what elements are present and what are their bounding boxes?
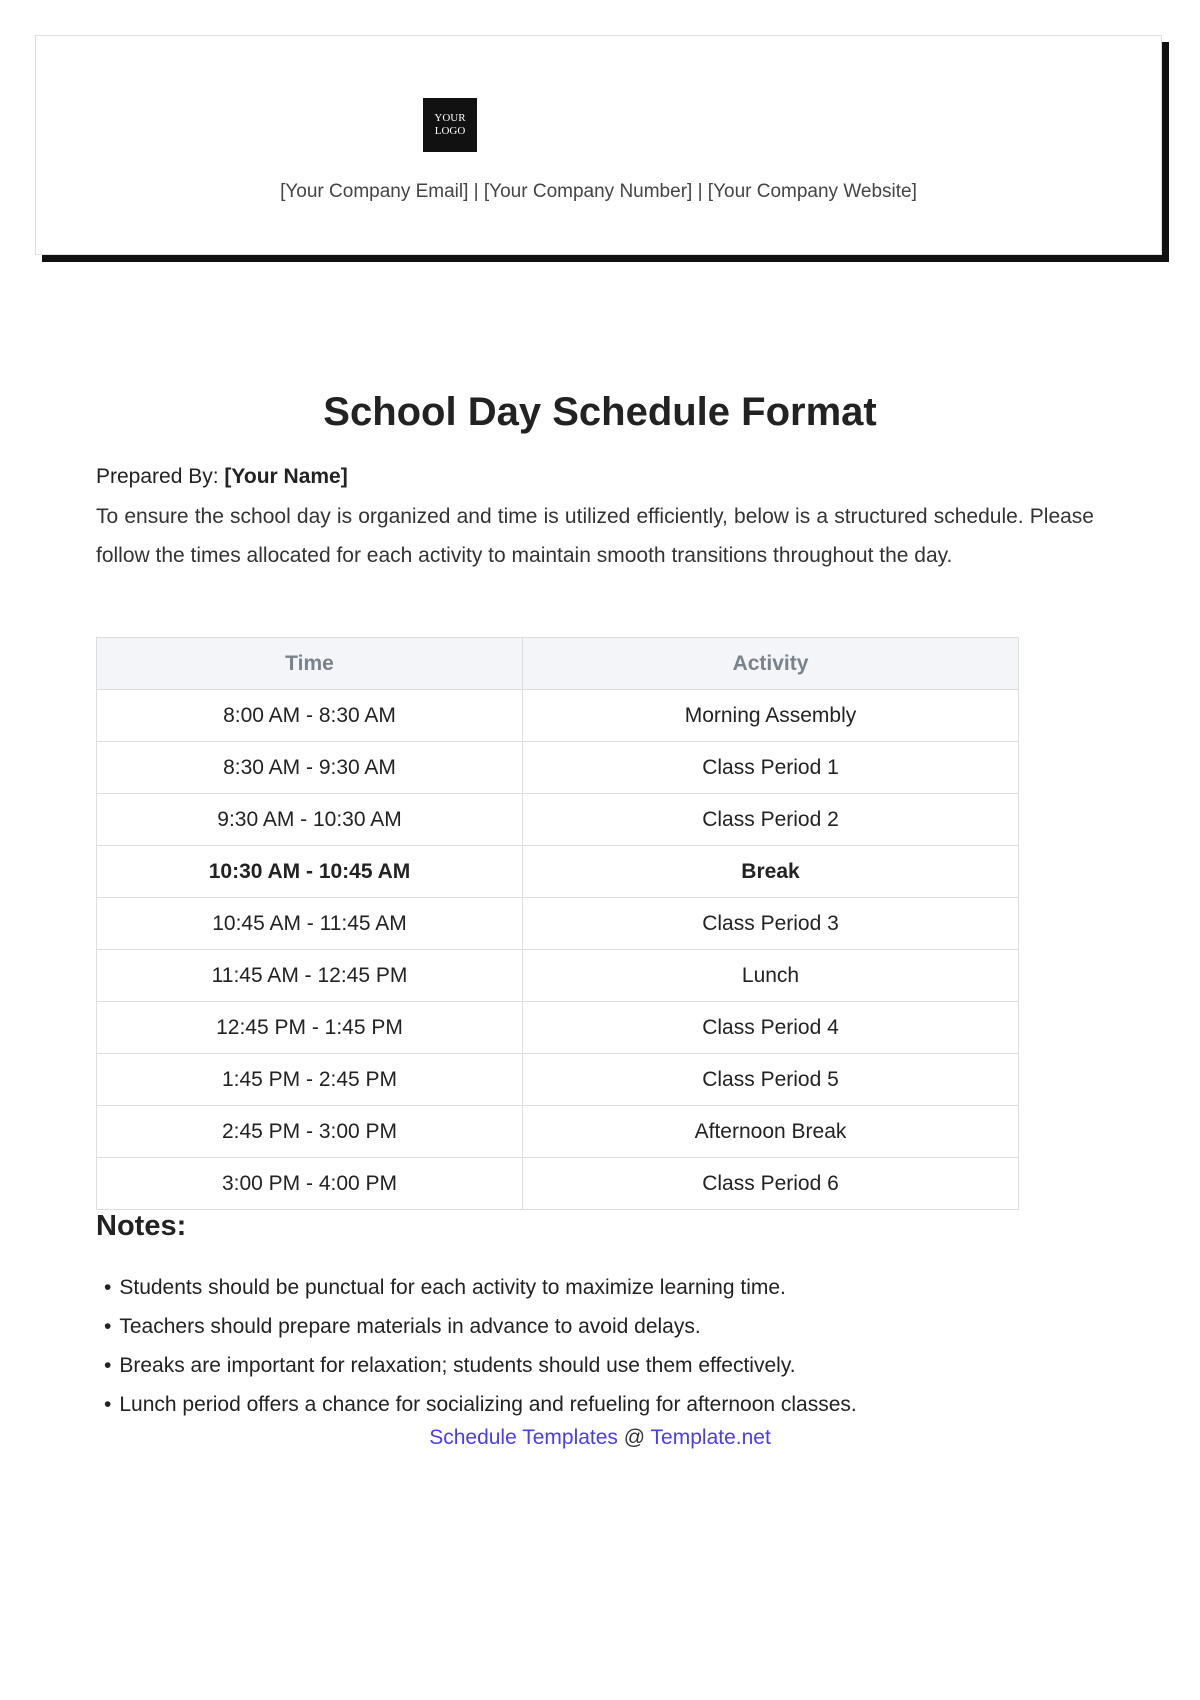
cell-activity: Break bbox=[523, 846, 1019, 898]
footer-separator: @ bbox=[617, 1426, 651, 1449]
table-row bbox=[97, 1002, 1019, 1054]
cell-activity: Class Period 1 bbox=[523, 742, 1019, 794]
logo-line: YOUR bbox=[434, 112, 466, 124]
header-time: Time bbox=[97, 638, 523, 690]
logo-line: LOGO bbox=[434, 125, 466, 137]
schedule-templates-link[interactable]: Schedule Templates bbox=[429, 1426, 618, 1449]
cell-time: 9:30 AM - 10:30 AM bbox=[97, 794, 523, 846]
notes-list bbox=[104, 1268, 857, 1424]
cell-activity: Afternoon Break bbox=[523, 1106, 1019, 1158]
cell-time: 10:30 AM - 10:45 AM bbox=[97, 846, 523, 898]
page-title: School Day Schedule Format bbox=[323, 390, 877, 434]
header-activity: Activity bbox=[523, 638, 1019, 690]
cell-time: 1:45 PM - 2:45 PM bbox=[97, 1054, 523, 1106]
table-row bbox=[97, 898, 1019, 950]
logo bbox=[423, 98, 477, 152]
cell-activity: Class Period 2 bbox=[523, 794, 1019, 846]
prepared-by bbox=[96, 465, 348, 489]
cell-time: 10:45 AM - 11:45 AM bbox=[97, 898, 523, 950]
cell-activity: Lunch bbox=[523, 950, 1019, 1002]
table-row bbox=[97, 742, 1019, 794]
note-item: • Lunch period offers a chance for socializing and refueling for afternoon classes. bbox=[104, 1385, 857, 1424]
letterhead bbox=[35, 35, 1162, 255]
cell-time: 2:45 PM - 3:00 PM bbox=[97, 1106, 523, 1158]
table-row bbox=[97, 690, 1019, 742]
table-row bbox=[97, 1158, 1019, 1210]
note-item: • Breaks are important for relaxation; students should use them effectively. bbox=[104, 1346, 857, 1385]
intro-paragraph: To ensure the school day is organized and time is utilized efficiently, below is a structured schedule. Please follow the times allocated for each activity to maintain smooth transitions throughout the day. bbox=[96, 505, 1094, 567]
notes-heading: Notes: bbox=[96, 1210, 187, 1242]
note-item: • Teachers should prepare materials in advance to avoid delays. bbox=[104, 1307, 857, 1346]
company-contact: [Your Company Email] | [Your Company Number] | [Your Company Website] bbox=[280, 181, 917, 202]
cell-time: 8:30 AM - 9:30 AM bbox=[97, 742, 523, 794]
template-net-link[interactable]: Template.net bbox=[650, 1426, 771, 1449]
table-row bbox=[97, 794, 1019, 846]
cell-time: 8:00 AM - 8:30 AM bbox=[97, 690, 523, 742]
prepared-label: Prepared By: bbox=[96, 465, 219, 488]
schedule-table bbox=[96, 637, 1019, 1210]
note-item: • Students should be punctual for each activity to maximize learning time. bbox=[104, 1268, 857, 1307]
table-row bbox=[97, 950, 1019, 1002]
table-row bbox=[97, 1054, 1019, 1106]
table-row bbox=[97, 1106, 1019, 1158]
cell-time: 11:45 AM - 12:45 PM bbox=[97, 950, 523, 1002]
prepared-value: [Your Name] bbox=[224, 465, 348, 488]
table-header bbox=[97, 638, 1019, 690]
cell-time: 3:00 PM - 4:00 PM bbox=[97, 1158, 523, 1210]
cell-activity: Class Period 5 bbox=[523, 1054, 1019, 1106]
footer bbox=[0, 1426, 1200, 1450]
cell-activity: Class Period 4 bbox=[523, 1002, 1019, 1054]
cell-activity: Class Period 3 bbox=[523, 898, 1019, 950]
cell-activity: Morning Assembly bbox=[523, 690, 1019, 742]
table-row bbox=[97, 846, 1019, 898]
cell-activity: Class Period 6 bbox=[523, 1158, 1019, 1210]
cell-time: 12:45 PM - 1:45 PM bbox=[97, 1002, 523, 1054]
